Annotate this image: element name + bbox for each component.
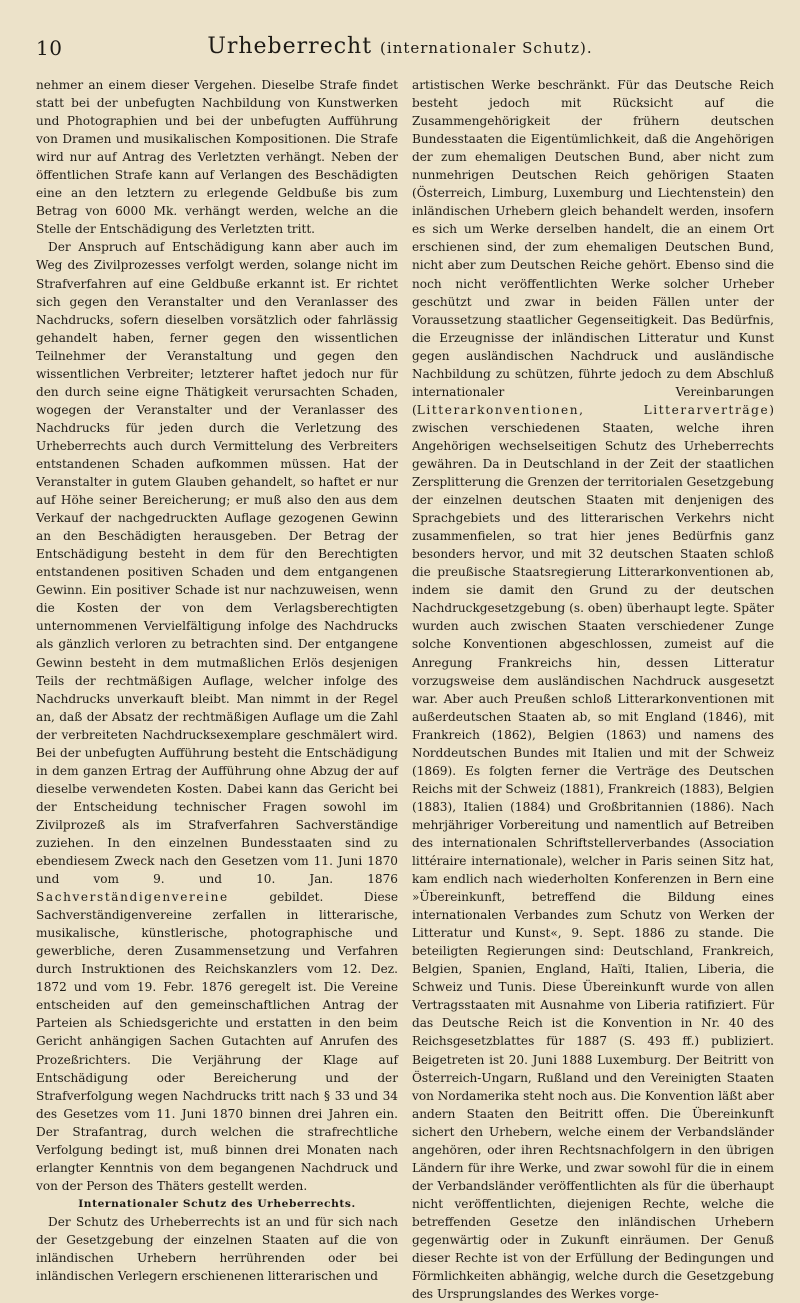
left-column <box>36 76 398 1285</box>
running-header-title: Urheberrecht <box>207 34 373 59</box>
spaced-term: Sachverständigenvereine <box>36 890 229 905</box>
paragraph-text: ) zwischen verschiedenen Staaten, welche ihren Angehörigen wechselseitigen Schutz des Urheberrechts gewähren. Da in Deutschland in der Zeit der staatlichen Zersplitterung die Grenzen der territorialen Gesetzgebung der einzelnen deutschen Staaten mit denjenigen des Sprachgebiets und des litterarischen Verkehrs nicht zusammenfielen, so trat hier jenes Bedürfnis ganz besonders hervor, und mit 32 deutschen Staaten schloß die preußische Staatsregierung Litterarkonventionen ab, indem sie damit den Grund zu der deutschen Nachdruckgesetzgebung (s. oben) überhaupt legte. Später wurden auch zwischen Staaten verschiedener Zunge solche Konventionen abgeschlossen, zumeist auf die Anregung Frankreichs hin, dessen Litteratur vorzugsweise dem ausländischen Nachdruck ausgesetzt war. Aber auch Preußen schloß Litterarkonventionen mit außerdeutschen Staaten ab, so mit England (1846), mit Frankreich (1862), Belgien (1863) und namens des Norddeutschen Bundes mit Italien und mit der Schweiz (1869). Es folgten ferner die Verträge des Deutschen Reichs mit der Schweiz (1881), Frankreich (1883), Belgien (1883), Italien (1884) und Großbritannien (1886). Nach mehrjähriger Vorbereitung und namentlich auf Betreiben des internationalen Schriftstellerverbandes (Association littéraire internationale), welcher in Paris seinen Sitz hat, kam endlich nach wiederholten Konferenzen in Bern eine »Übereinkunft, betreffend die Bildung eines internationalen Verbandes zum Schutz von Werken der Litteratur und Kunst«, 9. Sept. 1886 zu stande. Die beteiligten Regierungen sind: Deutschland, Frankreich, Belgien, Spanien, England, Haïti, Italien, Liberia, die Schweiz und Tunis. Diese Übereinkunft wurde von allen Vertragsstaaten mit Ausnahme von Liberia ratifiziert. Für das Deutsche Reich ist die Konvention in Nr. 40 des Reichsgesetzblattes für 1887 (S. 493 ff.) publiziert. Beigetreten ist 20. Juni 1888 Luxemburg. Der Beitritt von Österreich-Ungarn, Rußland und den Vereinigten Staaten von Nordamerika steht noch aus. Die Konvention läßt aber andern Staaten den Beitritt offen. Die Übereinkunft sichert den Urhebern, welche einem der Verbandsländer angehören, oder ihren Rechtsnachfolgern in den übrigen Ländern für ihre Werke, und zwar sowohl für die in einem der Verbandsländer veröffentlichten als für die überhaupt nicht veröffentlichten, diejenigen Rechte, welche die betreffenden Gesetze den inländischen Urhebern gegenwärtig oder in Zukunft einräumen. Der Genuß dieser Rechte ist von der Erfüllung der Bedingungen und Förmlichkeiten abhängig, welche durch die Gesetzgebung des Ursprungslandes des Werkes vorge- <box>412 402 775 1302</box>
spaced-term: Litterarkonventionen, Litterarverträge <box>416 402 770 417</box>
paragraph: Der Schutz des Urheberrechts ist an und für sich nach der Gesetzgebung der einzelnen Staaten auf die von inländischen Urhebern herrührenden oder bei inländischen Verlegern erschienenen litterarischen und <box>36 1214 398 1284</box>
section-heading: Internationaler Schutz des Urheberrechts. <box>78 1197 356 1210</box>
page-number: 10 <box>36 36 63 60</box>
running-header-subtitle: (internationaler Schutz). <box>380 39 593 57</box>
running-header <box>0 34 800 59</box>
right-column <box>412 76 774 1303</box>
paragraph-text: Der Anspruch auf Entschädigung kann aber auch im Weg des Zivilprozesses verfolgt werden, solange nicht im Strafverfahren auf eine Geldbuße erkannt ist. Er richtet sich gegen den Veranstalter und den Veranlasser des Nachdrucks, sofern dieselben vorsätzlich oder fahrlässig gehandelt haben, ferner gegen den wissentlichen Teilnehmer der Veranstaltung und gegen den wissentlichen Verbreiter; letzterer haftet jedoch nur für den durch seine eigne Thätigkeit verursachten Schaden, wogegen der Veranstalter und der Veranlasser des Nachdrucks für jeden durch die Verletzung des Urheberrechts auch durch Vermittelung des Verbreiters entstandenen Schaden aufkommen müssen. Hat der Veranstalter in gutem Glauben gehandelt, so haftet er nur auf Höhe seiner Bereicherung; er muß also den aus dem Verkauf der nachgedruckten Auflage gezogenen Gewinn an den Beschädigten herausgeben. Der Betrag der Entschädigung besteht in dem für den Berechtigten entstandenen positiven Schaden und dem entgangenen Gewinn. Ein positiver Schade ist nur nachzuweisen, wenn die Kosten der von dem Verlagsberechtigten unternommenen Vervielfältigung infolge des Nachdrucks als gänzlich verloren zu betrachten sind. Der entgangene Gewinn besteht in dem mutmaßlichen Erlös desjenigen Teils der rechtmäßigen Auflage, welcher infolge des Nachdrucks unverkauft bleibt. Man nimmt in der Regel an, daß der Absatz der rechtmäßigen Auflage um die Zahl der verbreiteten Nachdrucksexemplare geschmälert wird. Bei der unbefugten Aufführung besteht die Entschädigung in dem ganzen Ertrag der Aufführung ohne Abzug der auf dieselbe verwendeten Kosten. Dabei kann das Gericht bei der Entscheidung technischer Fragen sowohl im Zivilprozeß als im Strafverfahren Sachverständige zuziehen. In den einzelnen Bundesstaaten sind zu ebendiesem Zweck nach den Gesetzen vom 11. Juni 1870 und vom 9. und 10. Jan. 1876 <box>36 240 398 887</box>
paragraph <box>36 238 398 1194</box>
paragraph <box>412 76 774 1303</box>
paragraph: nehmer an einem dieser Vergehen. Dieselbe Strafe findet statt bei der unbefugten Nachbildung von Kunstwerken und Photographien und bei der unbefugten Aufführung von Dramen und musikalischen Kompositionen. Die Strafe wird nur auf Antrag des Verletzten verhängt. Neben der öffentlichen Strafe kann auf Verlangen des Beschädigten eine an den letztern zu erlegende Geldbuße bis zum Betrag von 6000 Mk. verhängt werden, welche an die Stelle der Entschädigung des Verletzten tritt. <box>36 78 398 237</box>
paragraph-text: gebildet. Diese Sachverständigenvereine zerfallen in litterarische, musikalische, künstlerische, photographische und gewerbliche, deren Zusammensetzung und Verfahren durch Instruktionen des Reichskanzlers vom 12. Dez. 1872 und vom 19. Febr. 1876 geregelt ist. Die Vereine entscheiden auf den gemeinschaftlichen Antrag der Parteien als Schiedsgerichte und erstatten in den beim Gericht anhängigen Sachen Gutachten auf Anrufen des Prozeßrichters. Die Verjährung der Klage auf Entschädigung oder Bereicherung und der Strafverfolgung wegen Nachdrucks tritt nach § 33 und 34 des Gesetzes vom 11. Juni 1870 binnen drei Jahren ein. Der Strafantrag, durch welchen die strafrechtliche Verfolgung bedingt ist, muß binnen drei Monaten nach erlangter Kenntnis von dem begangenen Nachdruck und von der Person des Thäters gestellt werden. <box>36 890 398 1193</box>
paragraph-text: artistischen Werke beschränkt. Für das Deutsche Reich besteht jedoch mit Rücksicht auf die Zusammengehörigkeit der frühern deutschen Bundesstaaten die Eigentümlichkeit, daß die Angehörigen der zum ehemaligen Deutschen Bund, aber nicht zum nunmehrigen Deutschen Reich gehörigen Staaten (Österreich, Limburg, Luxemburg und Liechtenstein) den inländischen Urhebern gleich behandelt werden, insofern es sich um Werke derselben handelt, die an einem Ort erschienen sind, der zum ehemaligen Deutschen Bund, nicht aber zum Deutschen Reiche gehört. Ebenso sind die noch nicht veröffentlichten Werke solcher Urheber geschützt und zwar in beiden Fällen unter der Voraussetzung staatlicher Gegenseitigkeit. Das Bedürfnis, die Erzeugnisse der inländischen Litteratur und Kunst gegen ausländischen Nachdruck und ausländische Nachbildung zu schützen, führte jedoch zu dem Abschluß internationaler Vereinbarungen ( <box>412 78 774 417</box>
